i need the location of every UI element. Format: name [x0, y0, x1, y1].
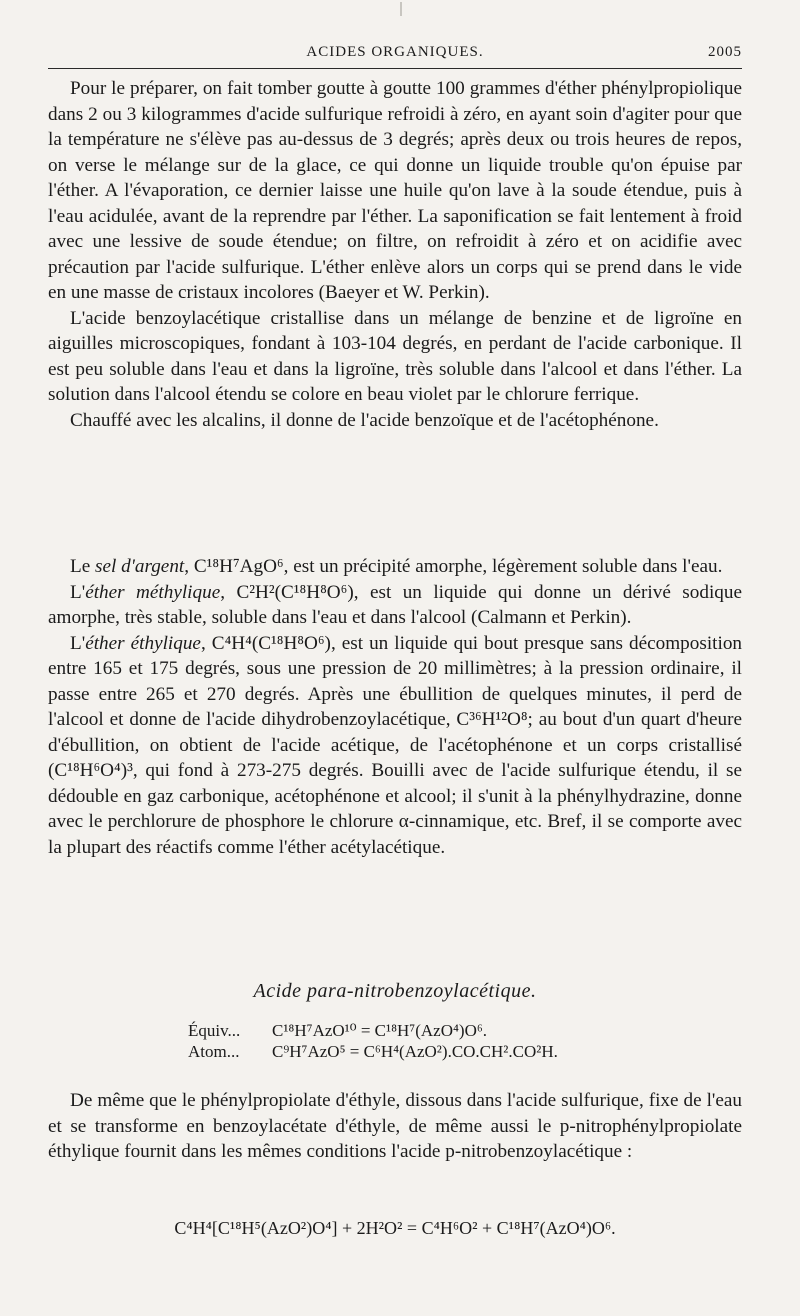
paragraph-properties: L'acide benzoylacétique cristallise dans un mélange de benzine et de ligroïne en aiguilles microscopiques, fondant à 103-104 degrés, en perdant de l'acide carbonique. Il est peu soluble dans l'eau et dans la ligroïne, très soluble dans l'alcool et dans l'éther. La solution dans l'alcool étendu se colore en beau violet par le chlorure ferrique. [48, 307, 742, 405]
paragraph-preparation: Pour le préparer, on fait tomber goutte à goutte 100 grammes d'éther phénylpropiolique dans 2 ou 3 kilogrammes d'acide sulfurique refroidi à zéro, en ayant soin d'agiter pour que la température ne s'élève pas au-dessus de 3 degrés; après deux ou trois heures de repos, on verse le mélange sur de la glace, ce qui donne un liquide trouble qu'on épuise par l'éther. A l'évaporation, ce dernier laisse une huile qu'on lave à la soude étendue, puis à l'eau acidulée, avant de la reprendre par l'éther. La saponification se fait lentement à froid avec une lessive de soude étendue; on filtre, on refroidit à zéro et on acidifie avec précaution par l'acide sulfurique. L'éther enlève alors un corps qui se prend dans le vide en une masse de cristaux incolores (Baeyer et W. Perkin). [48, 78, 742, 303]
formula-label: Atom... [188, 1042, 240, 1061]
paragraph-ethyl-ether: L'éther éthylique, C⁴H⁴(C¹⁸H⁸O⁶), est un liquide qui bout presque sans décomposition entre 165 et 175 degrés, sous une pression de 20 millimètres; à la pression ordinaire, il passe entre 265 et 270 degrés. Après une ébullition de quelques minutes, il perd de l'alcool et donne de l'acide dihydrobenzoylacétique, C³⁶H¹²O⁸; au bout d'un quart d'heure d'ébullition, on obtient de l'acide acétique, de l'acétophénone et un corps cristallisé (C¹⁸H⁶O⁴)³, qui fond à 273-275 degrés. Bouilli avec de l'acide sulfurique étendu, il se dédouble en gaz carbonique, acétophénone et alcool; il s'unit à la phénylhydrazine, donne avec le perchlorure de phosphore le chlorure α-cinnamique, etc. Bref, il se comporte avec la plupart des réactifs comme l'éther acétylacétique. [48, 632, 743, 858]
paragraph-silver-salt: Le sel d'argent, C¹⁸H⁷AgO⁶, est un précipité amorphe, légèrement soluble dans l'eau. [70, 556, 723, 577]
paragraph-alkalis: Chauffé avec les alcalins, il donne de l'acide benzoïque et de l'acétophénone. [70, 409, 659, 431]
text-block-3 [48, 1088, 742, 1165]
reaction-equation: C⁴H⁴[C¹⁸H⁵(AzO²)O⁴] + 2H²O² = C⁴H⁶O² + C¹⁸H⁷(AzO⁴)O⁶. [174, 1218, 616, 1238]
formula-value: C¹⁸H⁷AzO¹⁰ = C¹⁸H⁷(AzO⁴)O⁶. [272, 1021, 488, 1040]
text-block-2 [48, 554, 742, 860]
formula-equiv [188, 1021, 487, 1041]
section-title: Acide para-nitrobenzoylacétique. [253, 980, 537, 1002]
page-number: 2005 [708, 44, 742, 60]
formula-label: Équiv... [188, 1021, 241, 1040]
text-block-1 [48, 76, 742, 433]
scan-mark [400, 2, 402, 16]
running-title: ACIDES ORGANIQUES. [306, 44, 484, 60]
paragraph-nitro-prep: De même que le phénylpropiolate d'éthyle, dissous dans l'acide sulfurique, fixe de l'eau et se transforme en benzoylacétate d'éthyle, de même aussi le p-nitrophénylpropiolate éthylique fournit dans les mêmes conditions l'acide p-nitrobenzoylacétique : [48, 1090, 742, 1162]
running-header [48, 40, 742, 69]
formula-atom [188, 1042, 558, 1062]
formula-value: C⁹H⁷AzO⁵ = C⁶H⁴(AzO²).CO.CH².CO²H. [272, 1042, 558, 1061]
paragraph-methyl-ether: L'éther méthylique, C²H²(C¹⁸H⁸O⁶), est un liquide qui donne un dérivé sodique amorphe, très stable, soluble dans l'eau et dans l'alcool (Calmann et Perkin). [48, 581, 742, 628]
